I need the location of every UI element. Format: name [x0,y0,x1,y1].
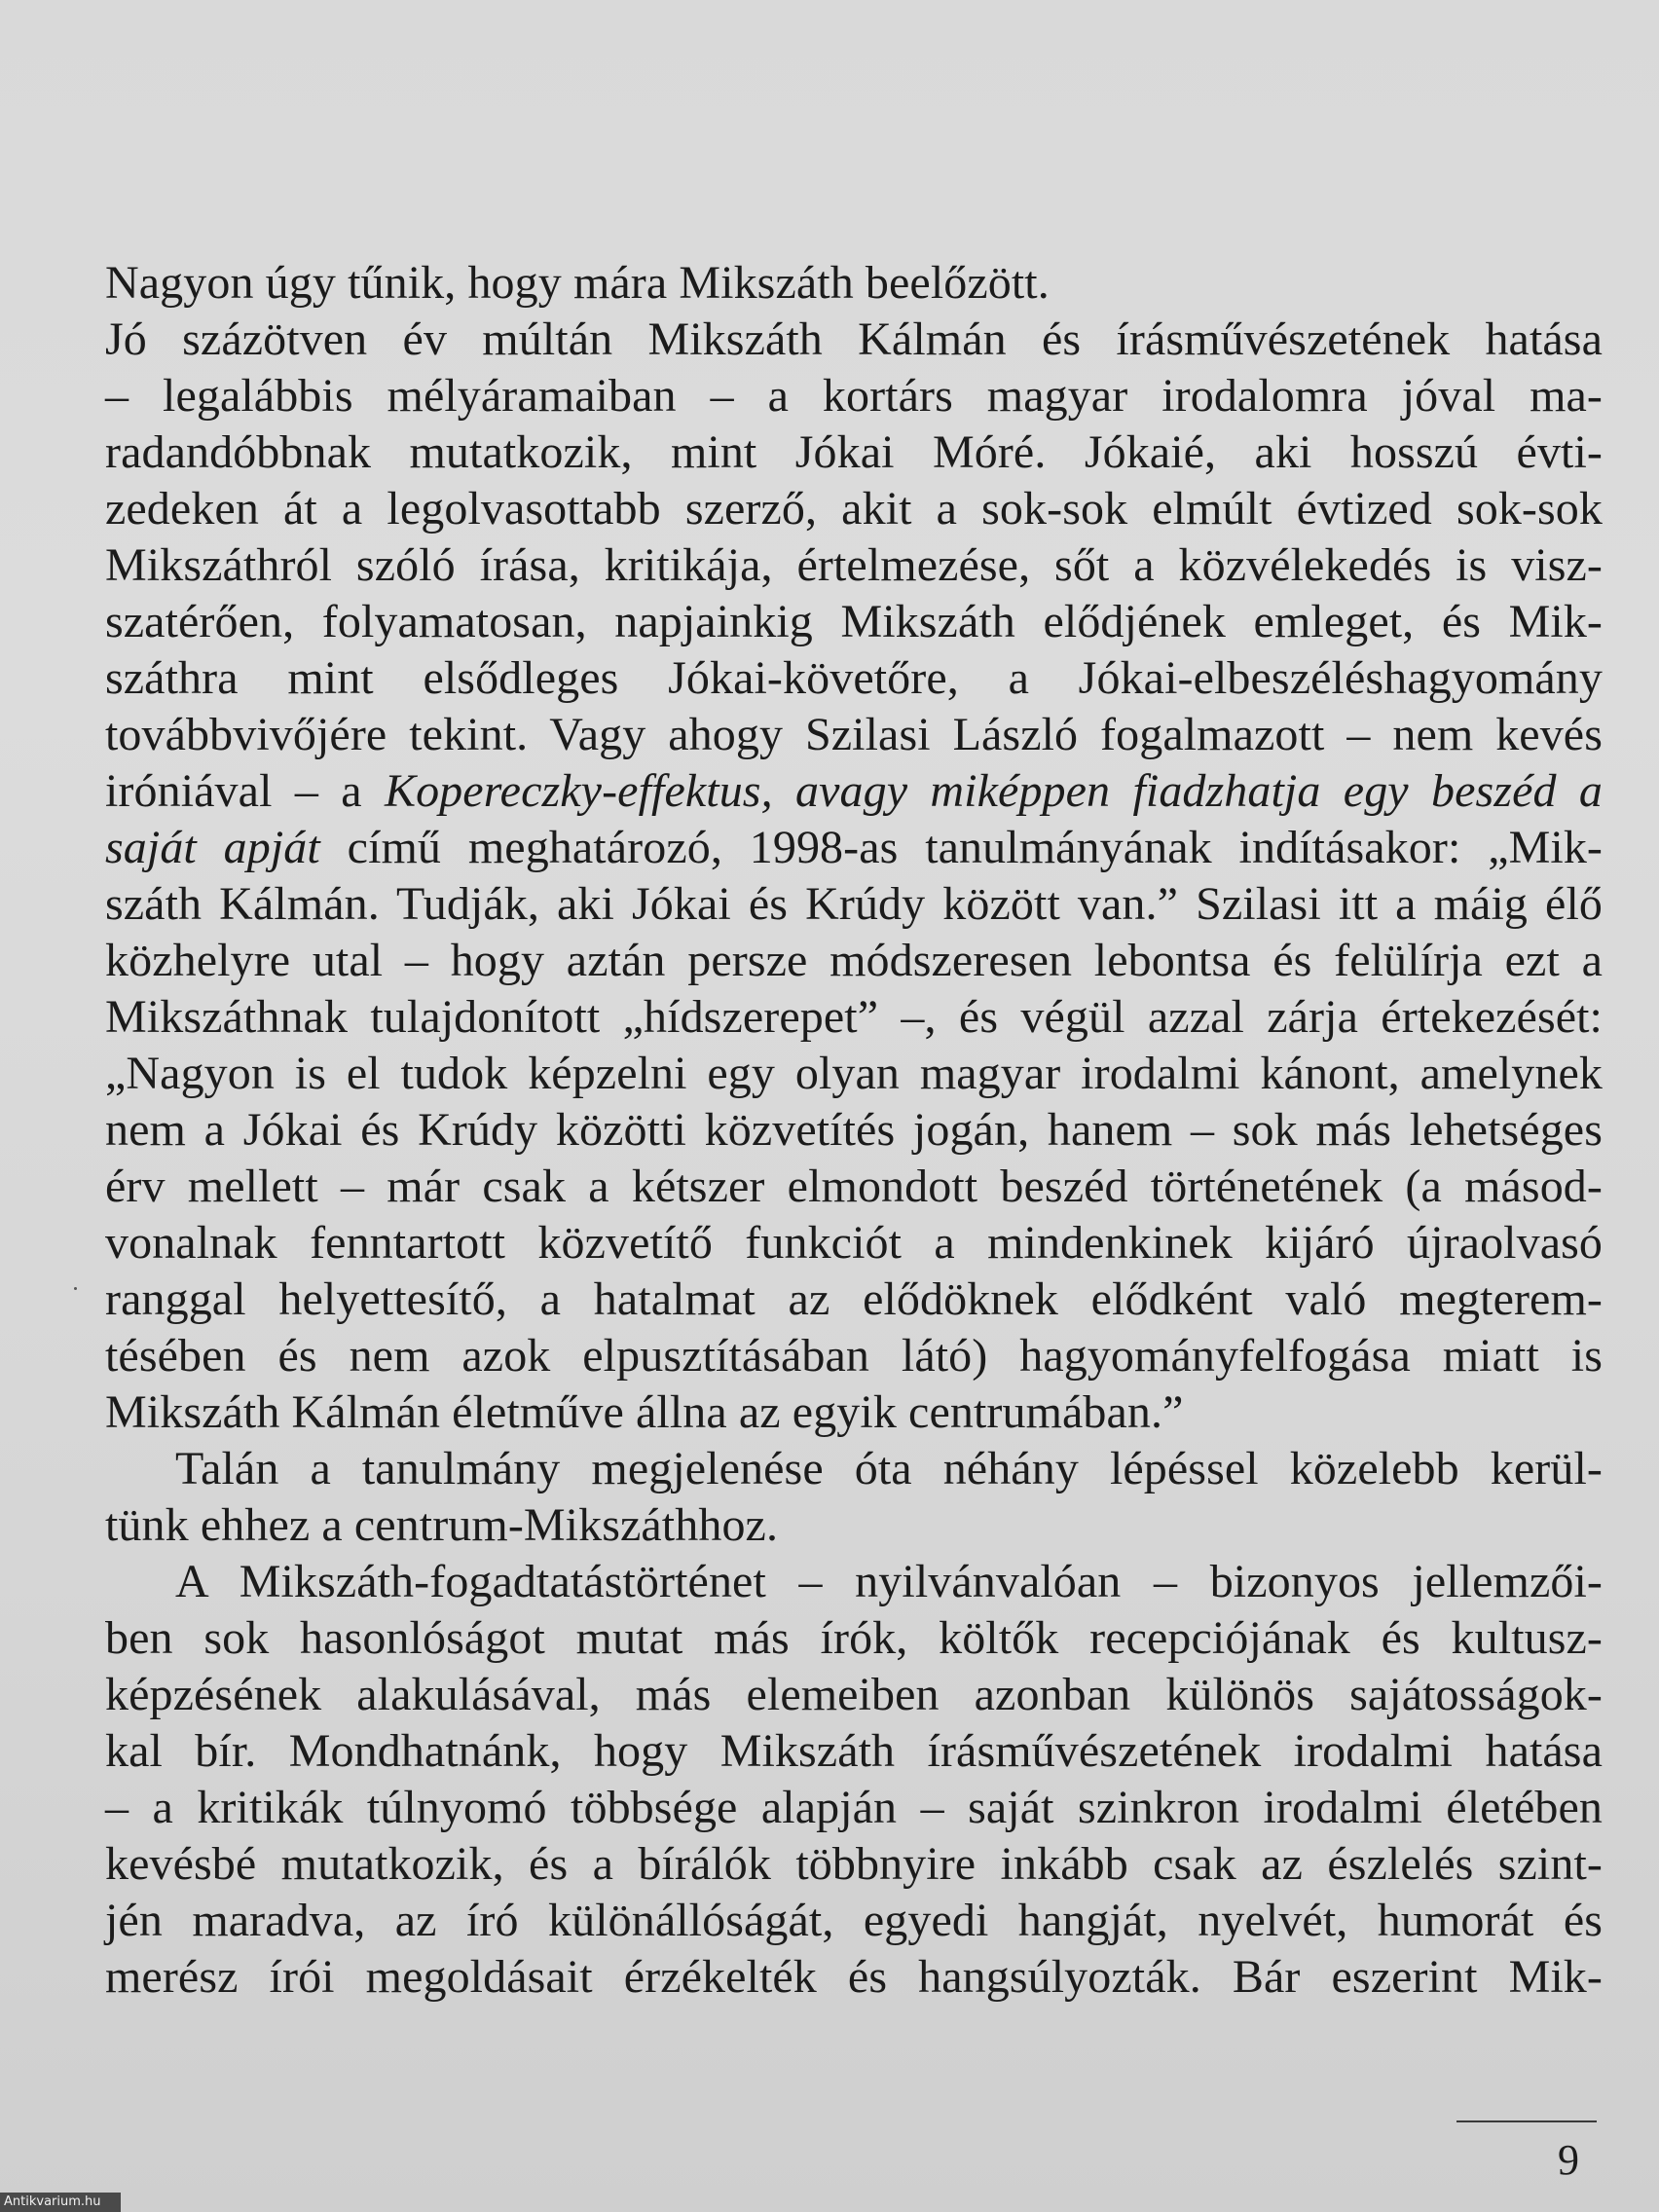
text-line: – legalábbis mélyáramaiban – a kortárs magyar irodalomra jóval ma- [105,370,1603,422]
bleed-through-text [136,0,1626,243]
text-line: Mikszáth Kálmán életműve állna az egyik centrumában.” [105,1386,1184,1438]
text-line: „Nagyon is el tudok képzelni egy olyan magyar irodalmi kánont, amelynek [105,1048,1603,1099]
footer-rule [1456,2120,1597,2122]
text-line: jén maradva, az író különállóságát, egyedi hangját, nyelvét, humorát és [105,1895,1603,1946]
text-line: Talán a tanulmány megjelenése óta néhány lépéssel közelebb kerül- [175,1443,1603,1494]
text-run: című meghatározó, 1998-as tanulmányának indításakor: „Mik- [319,822,1603,873]
text-run: iróniával – a [105,765,385,817]
text-line: merész írói megoldásait érzékelték és hangsúlyozták. Bár eszerint Mik- [105,1951,1603,2003]
paper-speck [74,1287,77,1290]
text-line-with-title [105,763,1603,820]
paragraph [105,1441,1603,1554]
paragraph [105,1554,1603,2006]
text-line: tünk ehhez a centrum-Mikszáthhoz. [105,1499,779,1551]
text-line: – a kritikák túlnyomó többsége alapján – saját szinkron irodalmi életében [105,1782,1603,1833]
text-line: ben sok hasonlóságot mutat más írók, költők recepciójának és kultusz- [105,1612,1603,1664]
italic-title: saját apját [105,822,320,873]
text-line: Mikszáthnak tulajdonított „hídszerepet” –, és végül azzal zárja értekezését: [105,991,1603,1043]
text-line: közhelyre utal – hogy aztán persze módszeresen lebontsa és felülírja ezt a [105,935,1603,986]
text-line: továbbvivőjére tekint. Vagy ahogy Szilasi László fogalmazott – nem kevés [105,709,1603,760]
text-line: kal bír. Mondhatnánk, hogy Mikszáth írásművészetének irodalmi hatása [105,1725,1603,1777]
text-line: tésében és nem azok elpusztításában látó) hagyományfelfogása miatt is [105,1330,1603,1382]
text-line: kevésbé mutatkozik, és a bírálók többnyire inkább csak az észlelés szint- [105,1838,1603,1890]
text-line-with-title [105,820,1603,876]
text-line: Jó százötven év múltán Mikszáth Kálmán és írásművészetének hatása [105,313,1603,365]
text-line: radandóbbnak mutatkozik, mint Jókai Móré. Jókaié, aki hosszú évti- [105,426,1603,478]
paragraph [105,255,1603,312]
page-body [105,255,1603,2006]
text-line: Mikszáthról szóló írása, kritikája, értelmezése, sőt a közvélekedés is visz- [105,539,1603,591]
watermark: Antikvarium.hu [0,2193,121,2212]
italic-title: Kopereczky-effektus, avagy miképpen fiadzhatja egy beszéd a [384,765,1603,817]
text-line: vonalnak fenntartott közvetítő funkciót a mindenkinek kijáró újraolvasó [105,1217,1603,1269]
text-line: száthra mint elsődleges Jókai-követőre, a Jókai-elbeszéléshagyomány [105,652,1603,704]
text-line: száth Kálmán. Tudják, aki Jókai és Krúdy között van.” Szilasi itt a máig élő [105,878,1603,930]
text-line: A Mikszáth-fogadtatástörténet – nyilvánvalóan – bizonyos jellemzői- [175,1556,1603,1607]
page-number: 9 [1558,2136,1579,2184]
text-line: szatérően, folyamatosan, napjainkig Mikszáth elődjének emleget, és Mik- [105,596,1603,647]
text-line: Nagyon úgy tűnik, hogy mára Mikszáth beelőzött. [105,257,1050,309]
text-line: zedeken át a legolvasottabb szerző, akit a sok-sok elmúlt évtized sok-sok [105,483,1603,535]
text-line: érv mellett – már csak a kétszer elmondott beszéd történetének (a másod- [105,1161,1603,1212]
text-line: ranggal helyettesítő, a hatalmat az elődöknek elődként való megterem- [105,1273,1603,1325]
text-line: képzésének alakulásával, más elemeiben azonban különös sajátosságok- [105,1669,1603,1720]
paragraph [105,312,1603,1441]
text-line: nem a Jókai és Krúdy közötti közvetítés jogán, hanem – sok más lehetséges [105,1104,1603,1156]
